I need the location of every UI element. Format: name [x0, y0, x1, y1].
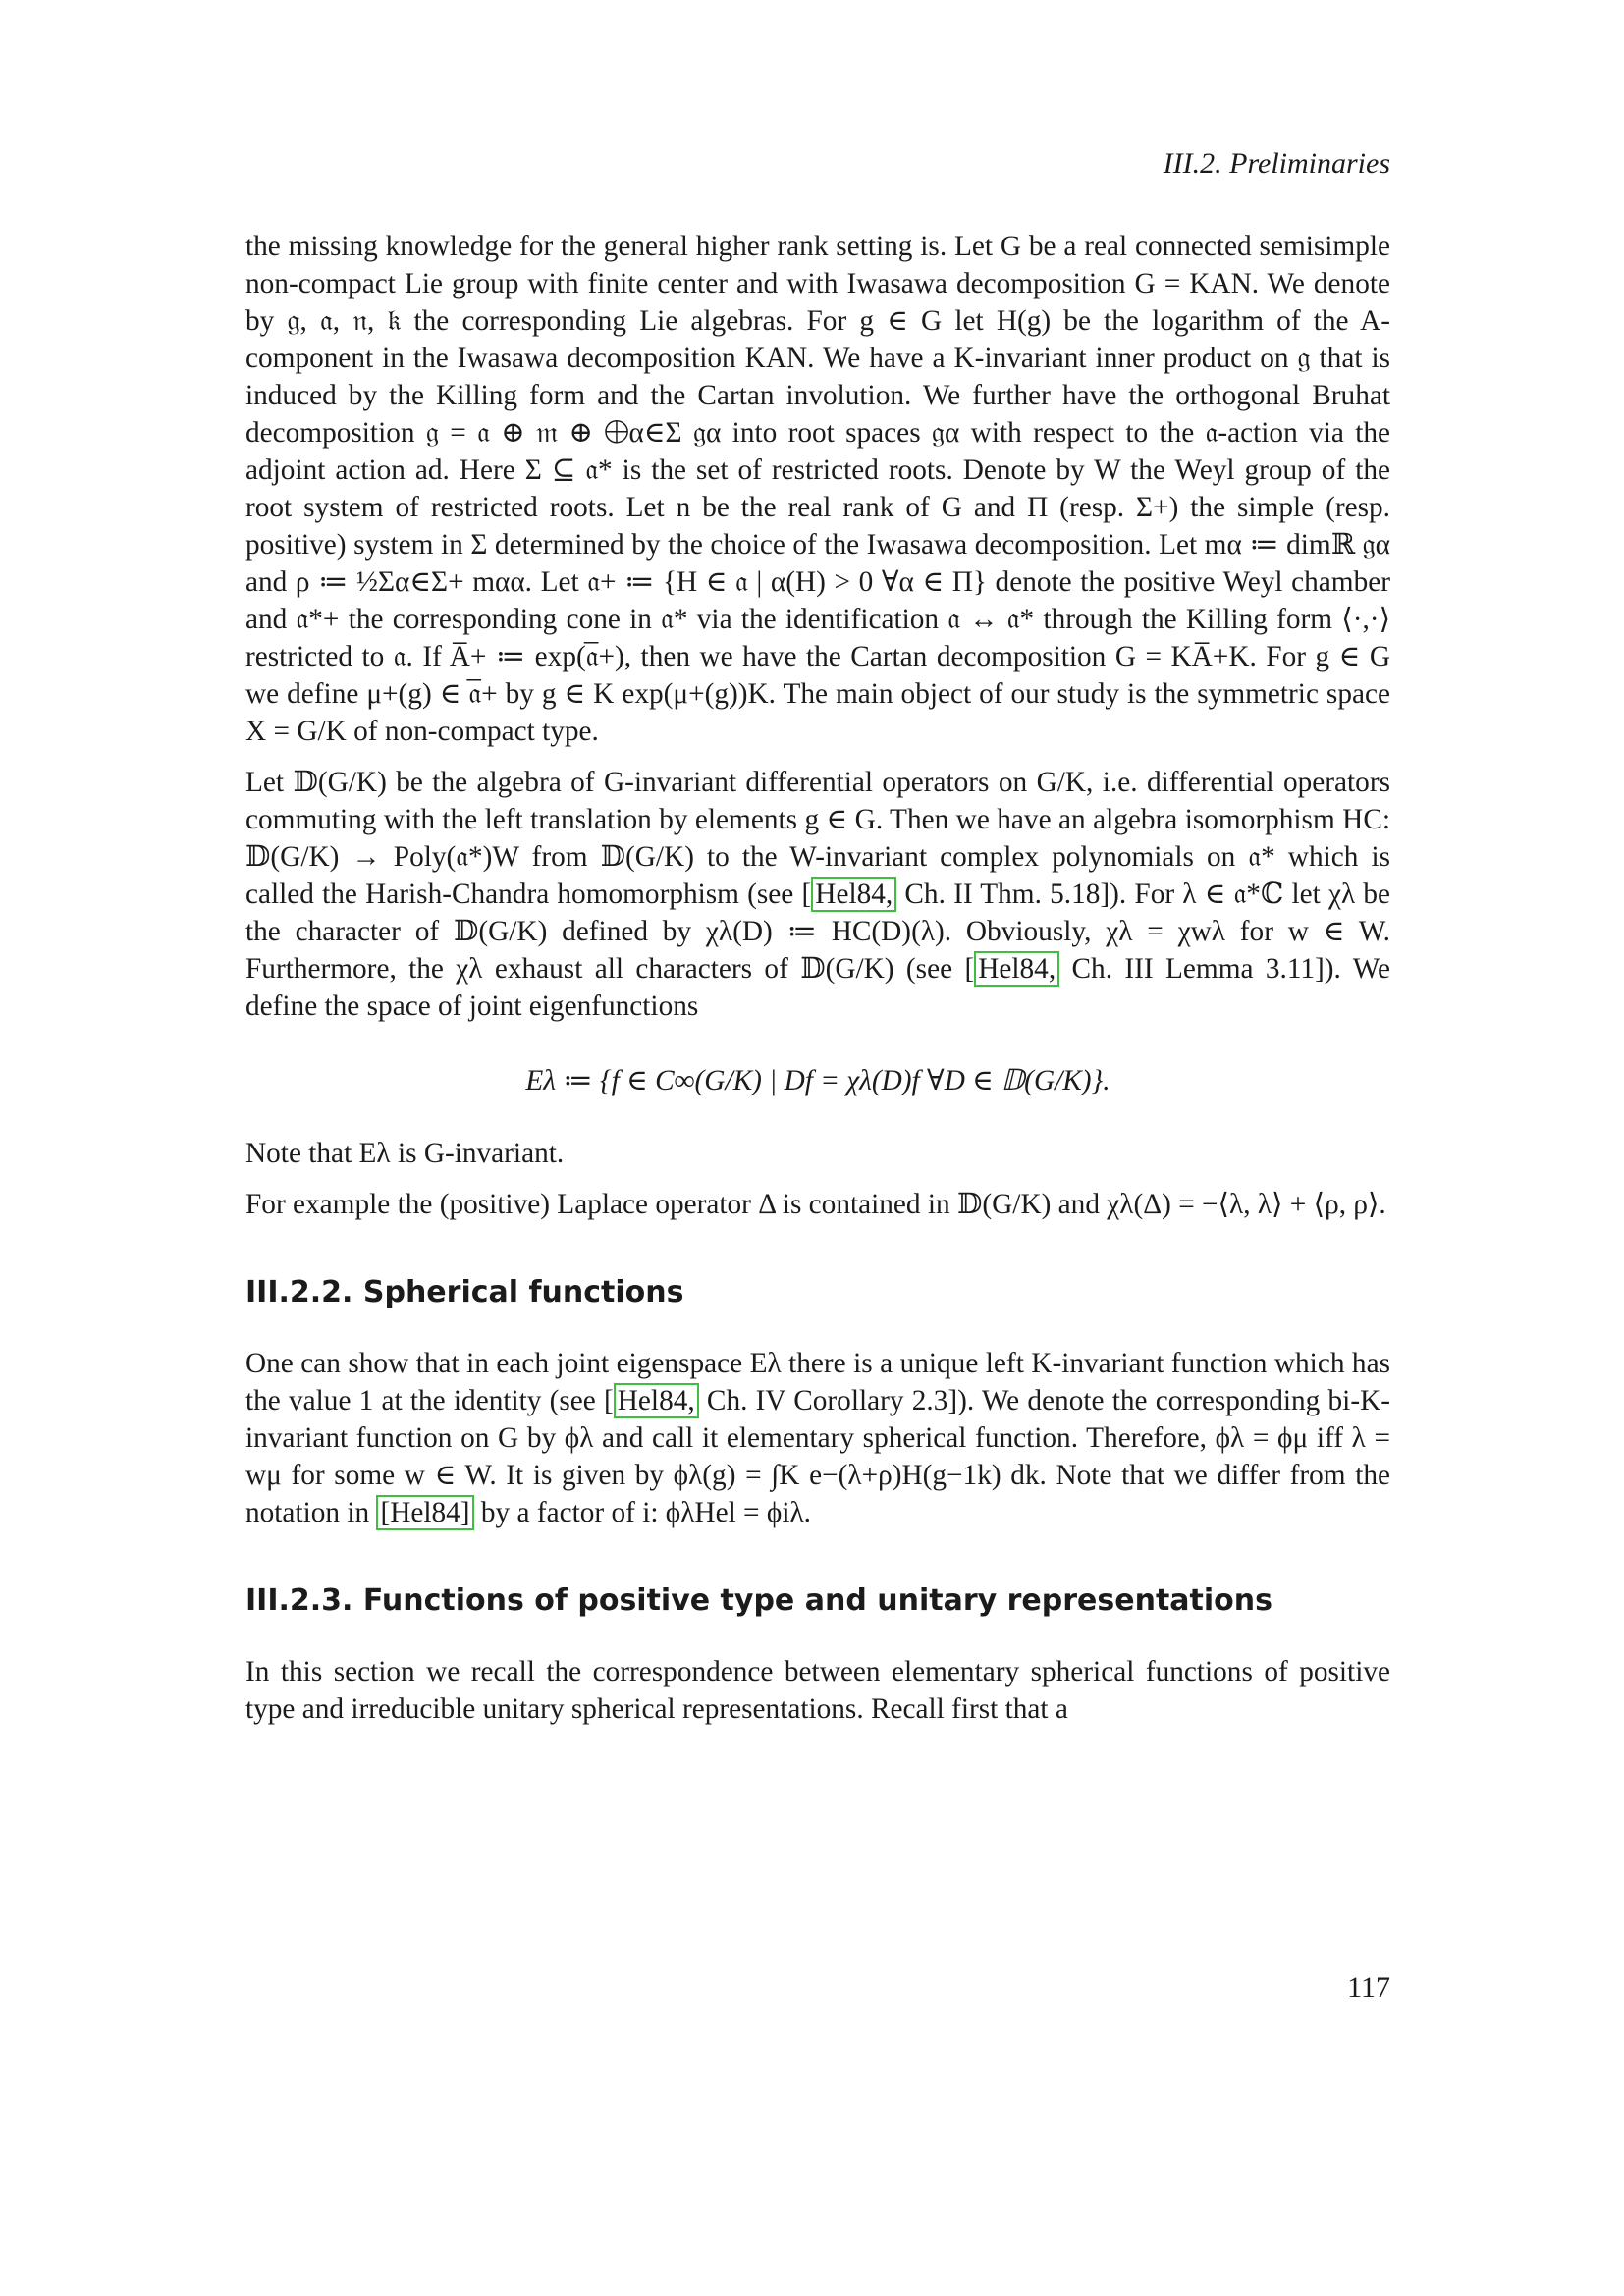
citation-link[interactable]: Hel84, — [614, 1383, 699, 1418]
text-segment: Ch. II Thm. 5.18]). For λ ∈ 𝔞*ℂ let χλ be the character of 𝔻(G/K) defined by χλ(D) ≔ HC(D)(λ). Obviously, χλ = χwλ for w ∈ W. Furthermore, the χλ exhaust all characters of 𝔻(G/K) (see [ — [245, 879, 1390, 985]
text-segment: One can show that in each joint eigenspace Eλ there is a unique left K-invariant function which has the value 1 at the identity (see [ — [245, 1348, 1390, 1416]
section-heading-positive-type: III.2.3. Functions of positive type and unitary representations — [245, 1583, 1272, 1618]
section-heading-spherical-functions: III.2.2. Spherical functions — [245, 1275, 684, 1309]
paragraph-laplace: For example the (positive) Laplace operator Δ is contained in 𝔻(G/K) and χλ(Δ) = −⟨λ, λ⟩ + ⟨ρ, ρ⟩. — [245, 1189, 1386, 1220]
text-segment: Let 𝔻(G/K) be the algebra of G-invariant differential operators on G/K, i.e. differential operators commuting with the left translation by elements g ∈ G. Then we have an algebra isomorphism HC: 𝔻(G/K) → Poly(𝔞*)W from 𝔻(G/K) to the W-invariant complex polynomials on 𝔞* which is called the Harish-Chandra homomorphism (see — [245, 767, 1390, 910]
citation-link[interactable]: Hel84, — [811, 877, 896, 912]
display-equation: Eλ ≔ {f ∈ C∞(G/K) | Df = χλ(D)f ∀D ∈ 𝔻(G/K)}. — [525, 1065, 1110, 1096]
paragraph-positive-type: In this section we recall the correspondence between elementary spherical functions of positive type and irreducible unitary spherical representations. Recall first that a — [245, 1656, 1390, 1725]
running-header: III.2. Preliminaries — [1163, 147, 1390, 180]
page-number: 117 — [1347, 1971, 1390, 2003]
paragraph-setup: the missing knowledge for the general higher rank setting is. Let G be a real connected semisimple non-compact Lie group with finite center and with Iwasawa decomposition G = KAN. We denote by 𝔤, 𝔞, 𝔫, 𝔨 the corresponding Lie algebras. For g ∈ G let H(g) be the logarithm of the A-component in the Iwasawa decomposition KAN. We have a K-invariant inner product on 𝔤 that is induced by the Killing form and the Cartan involution. We further have the orthogonal Bruhat decomposition 𝔤 = 𝔞 ⊕ 𝔪 ⊕ ⨁α∈Σ 𝔤α into root spaces 𝔤α with respect to the 𝔞-action via the adjoint action ad. Here Σ ⊆ 𝔞* is the set of restricted roots. Denote by W the Weyl group of the root system of restricted roots. Let n be the real rank of G and Π (resp. Σ+) the simple (resp. positive) system in Σ determined by the choice of the Iwasawa decomposition. Let mα ≔ dimℝ 𝔤α and ρ ≔ ½Σα∈Σ+ mαα. Let 𝔞+ ≔ {H ∈ 𝔞 | α(H) > 0 ∀α ∈ Π} denote the positive Weyl chamber and 𝔞*+ the corresponding cone in 𝔞* via the identification 𝔞 ↔ 𝔞* through the Killing form ⟨·,·⟩ restricted to 𝔞. If A̅+ ≔ exp(𝔞̅+), then we have the Cartan decomposition G = KA̅+K. For g ∈ G we define μ+(g) ∈ 𝔞̅+ by g ∈ K exp(μ+(g))K. The main object of our study is the symmetric space X = G/K of non-compact type. — [245, 231, 1390, 747]
text-segment: Ch. III Lemma 3.11]). We define the space of joint eigenfunctions — [245, 953, 1391, 1022]
paragraph-note: Note that Eλ is G-invariant. — [245, 1138, 565, 1169]
paragraph-invariant-operators: Let 𝔻(G/K) be the algebra of G-invariant differential operators on G/K, i.e. differential operators commuting with the left translation by elements g ∈ G. Then we have an algebra isomorphism HC: 𝔻(G/K) → Poly(𝔞*)W from 𝔻(G/K) to the W-invariant complex polynomials on 𝔞* which is called the Harish-Chandra homomorphism (see [ Hel84, Ch. II Thm. 5.18]). For λ ∈ 𝔞*ℂ let χλ be the character of 𝔻(G/K) defined by χλ(D) ≔ HC(D)(λ). Obviously, χλ = χwλ for w ∈ W. Furthermore, the χλ exhaust all characters of 𝔻(G/K) (see [ Hel84, Ch. III Lemma 3.11]). We define the space of joint eigenfunctions — [245, 767, 1391, 1022]
page-body — [245, 228, 1390, 1741]
text-segment: Ch. IV Corollary 2.3]). We denote the corresponding bi-K-invariant function on G by ϕλ and call it elementary spherical function. Therefore, ϕλ = ϕμ iff λ = wμ for some w ∈ W. It is given by ϕλ(g) = ∫K e−(λ+ρ)H(g−1k) dk. Note that we differ from the notation in — [245, 1385, 1390, 1528]
paragraph-spherical-functions — [245, 1345, 1390, 1531]
text-segment: by a factor of i: ϕλHel = ϕiλ. — [473, 1497, 811, 1528]
citation-link[interactable]: [Hel84] — [376, 1495, 473, 1530]
citation-link[interactable]: Hel84, — [974, 951, 1059, 987]
